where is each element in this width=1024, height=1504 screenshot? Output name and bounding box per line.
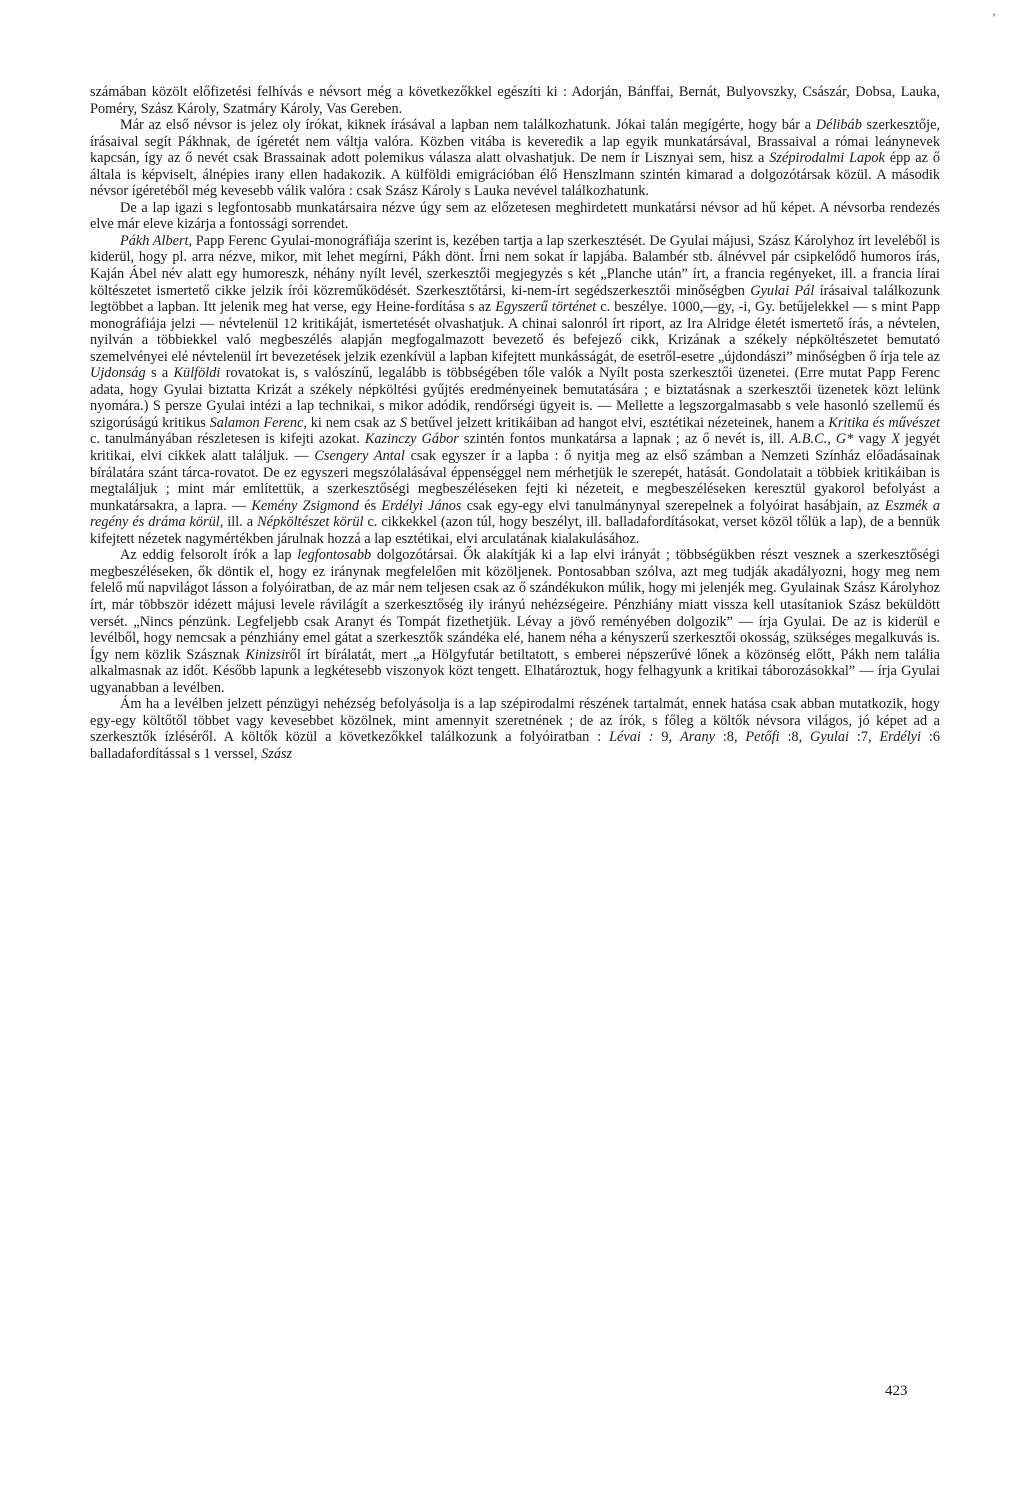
paragraph-5 bbox=[90, 547, 940, 696]
text-run: , bbox=[827, 431, 836, 448]
italic-text-run: Erdélyi János bbox=[381, 497, 462, 514]
italic-text-run: Külföldi bbox=[173, 365, 221, 382]
text-run: Az eddig felsorolt írók a lap bbox=[120, 547, 298, 564]
paragraph-1 bbox=[90, 84, 940, 117]
text-run: ről írt bírálatát, mert „a Hölgyfutár betiltatott, s emberei népszerűvé lőnek a közönség előtt, Pákh nem talália alkalmasnak az időt. Később lapunk a legkétesebb viszonyok közt tengett. Elhatároztuk, hogy felhagyunk a kritikai táborozásokkal” — írja Gyulai ugyanabban a levélben. bbox=[90, 646, 940, 696]
corner-mark: ’ bbox=[992, 10, 996, 24]
italic-text-run: Eszmék a regény és dráma körül bbox=[90, 497, 941, 531]
italic-text-run: Pákh Albert, bbox=[120, 232, 193, 249]
page-body bbox=[90, 84, 940, 762]
text-run: csak egyszer ír a lapba : ő nyitja meg az első számban a Nemzeti Színház előadásainak bírálatára szánt tárca-rovatot. De ez egyszeri megszólalásával éppenséggel nem mérhetjük le szerepét, hatását. Gondolatait a többiek kritikáiban is megtaláljuk ; mint már említettük, a szerkesztőségi megbeszéléseken fejti ki nézeteit, e megbeszéléseken keresztül gyakorol befolyást a munkatársakra, a lapra. — bbox=[90, 448, 940, 514]
italic-text-run: Szépirodalmi Lapok bbox=[769, 150, 885, 167]
text-run: betűvel jelzett kritikáiban ad hangot elvi, esztétikai nézeteinek, hanem a bbox=[406, 414, 829, 431]
paragraph-3 bbox=[90, 200, 940, 233]
text-run: , ill. a bbox=[219, 514, 258, 531]
italic-text-run: Petőfi bbox=[745, 729, 780, 746]
text-run: szerkesztője, írásaival segít Pákhnak, de ígéretét nem váltja valóra. Közben vitába is keveredik a lap egyik munkatársával, Brassaival a római leánynevek kapcsán, így az ő nevét csak Brassainak adott polemikus válasza alatt olvashatjuk. De nem ír Lisznyai sem, hisz a bbox=[90, 117, 940, 167]
italic-text-run: Csengery Antal bbox=[314, 448, 405, 465]
italic-text-run: Délibáb bbox=[815, 117, 862, 134]
text-run: :8, bbox=[714, 729, 746, 746]
italic-text-run: Egyszerű történet bbox=[495, 299, 597, 316]
italic-text-run: Szász bbox=[261, 745, 293, 762]
italic-text-run: Gyulai Pál bbox=[750, 282, 815, 299]
paragraph-6 bbox=[90, 696, 940, 762]
italic-text-run: Kritika és művészet bbox=[828, 414, 940, 431]
italic-text-run: Lévai : bbox=[609, 729, 654, 746]
italic-text-run: Gyulai bbox=[810, 729, 849, 746]
text-run: c. cikkekkel (azon túl, hogy beszélyt, ill. balladafordításokat, verset közöl tőlük a lap), de a bennük kifejtett nézetek nagymértékben járulnak hozzá a lap esztétikai, elvi arculatának kialakulásához. bbox=[90, 514, 940, 547]
italic-text-run: Kinizsi bbox=[245, 646, 286, 663]
italic-text-run: G* bbox=[835, 431, 854, 448]
text-run: :8, bbox=[779, 729, 811, 746]
text-run: Ám ha a levélben jelzett pénzügyi nehézség befolyásolja is a lap szépirodalmi részének tartalmát, ennek hatása csak abban mutatkozik, hogy egy-egy költőtől többet vagy kevesebbet közölnek, mint amennyit szeretnének ; de az írók, s főleg a költők névsora világos, jó képet ad a szerkesztők ízléséről. A költők közül a következőkkel találkozunk a folyóiratban : bbox=[90, 696, 940, 746]
text-run: , ki nem csak az bbox=[303, 414, 400, 431]
page-number: 423 bbox=[885, 1383, 908, 1399]
italic-text-run: Ujdonság bbox=[90, 365, 146, 382]
italic-text-run: Népköltészet körül bbox=[257, 514, 364, 531]
italic-text-run: legfontosabb bbox=[297, 547, 372, 564]
italic-text-run: Kemény Zsigmond bbox=[251, 497, 360, 514]
text-run: dolgozótársai. Ők alakítják ki a lap elvi irányát ; többségükben részt vesznek a szerkesztőségi megbeszéléseken, ők döntik el, hogy ez iránynak megfelelően mit közöljenek. Pontosabban szólva, azt meg tudják akadályozni, hogy meg nem felelő mű napvilágot lásson a folyóiratban, de az már nem teljesen csak az ő szándékukon múlik, hogy mi jelenjék meg. Gyulainak Szász Károlyhoz írt, már többször idézett májusi levele rávilágít a szerkesztőség ily irányú nehézségeire. Pénzhiány miatt vissza kell utasítaniok Szász beküldött versét. „Nincs pénzünk. Legfeljebb csak Aranyt és Tompát fizethetjük. Lévay a jövő reményében dolgozik” — írja Gyulai. De az is kiderül e levélből, hogy nemcsak a pénzhiány emel gátat a szerkesztők szándéka elé, hanem néha a kényszerű szerkesztői okosság, szükséges megalkuvás is. Így nem közlik Szásznak bbox=[90, 547, 940, 663]
text-run: írásaival találkozunk legtöbbet a lapban. Itt jelenik meg hat verse, egy Heine-fordítása s az bbox=[90, 282, 941, 316]
italic-text-run: Kazinczy Gábor bbox=[364, 431, 459, 448]
italic-text-run: S bbox=[399, 414, 407, 431]
text-run: c. tanulmányában részletesen is kifejti azokat. bbox=[90, 431, 365, 448]
italic-text-run: Arany bbox=[680, 729, 715, 746]
text-run: épp az ő általa is képviselt, álnépies irany ellen hadakozik. A külföldi emigrációban élő Henszlmann szintén kimarad a dolgozótársak közül. A második névsor ígéretéből még kevesebb válik valóra : csak Szász Károly s Lauka nevével találkozhatunk. bbox=[90, 150, 940, 200]
text-run: :6 balladafordítással s 1 verssel, bbox=[90, 729, 941, 762]
italic-text-run: X bbox=[891, 431, 900, 448]
italic-text-run: Salamon Ferenc bbox=[209, 414, 304, 431]
text-run: számában közölt előfizetési felhívás e névsort még a következőkkel egészíti ki : Adorján, Bánffai, Bernát, Bulyovszky, Császár, Dobsa, Lauka, Poméry, Szász Károly, Szatmáry Károly, Vas Gereben. bbox=[90, 84, 940, 117]
italic-text-run: A.B.C. bbox=[789, 431, 828, 448]
text-run: szintén fontos munkatársa a lapnak ; az ő nevét is, ill. bbox=[458, 431, 790, 448]
paragraph-4 bbox=[90, 233, 940, 547]
text-run: Már az első névsor is jelez oly írókat, kiknek írásával a lapban nem találkozhatunk. Jókai talán megígérte, hogy bár a bbox=[120, 117, 816, 134]
italic-text-run: Erdélyi bbox=[879, 729, 921, 746]
text-run: csak egy-egy elvi tanulmánynyal szerepelnek a folyóirat hasábjain, az bbox=[461, 497, 885, 514]
text-run: 9, bbox=[653, 729, 680, 746]
text-run: rovatokat is, s valószínű, legalább is többségében tőle valók a Nyílt posta szerkesztői üzenetei. (Erre mutat Papp Ferenc adata, hogy Gyulai biztatta Krizát a székely népköltési gyűjtés eredményeinek bemutatására ; e biztatásnak a szerkesztői üzenetek közt lelünk nyomára.) S persze Gyulai intézi a lap technikai, s mikor adódik, rendőrségi ügyeit is. — Mellette a legszorgalmasabb s vele hasonló szellemű és szigorúságú kritikus bbox=[90, 365, 941, 431]
text-run: :7, bbox=[848, 729, 880, 746]
text-run: jegyét kritikai, elvi cikkek alatt találjuk. — bbox=[90, 431, 940, 465]
text-run: vagy bbox=[853, 431, 892, 448]
paragraph-2 bbox=[90, 117, 940, 200]
text-run: Papp Ferenc Gyulai-monográfiája szerint is, kezében tartja a lap szerkesztését. De Gyulai májusi, Szász Károlyhoz írt leveléből is kiderül, hogy pl. arra nézve, mikor, mit lehet megírni, Pákh dönt. Írni nem sokat ír lapjába. Balambér stb. álnévvel pár csipkelődő humoros írás, Kaján Ábel név alatt egy humoreszk, néhány nyílt levél, szerkesztői megjegyzés s két „Planche után” írt, a francia regényeket, ill. a francia lírai költészetet ismertető cikke jelzik írói közreműködését. Szerkesztőtársi, ki-nem-írt segédszerkesztői minőségben bbox=[90, 232, 940, 299]
text-run: és bbox=[359, 497, 382, 514]
text-run: c. beszélye. 1000,—gy, -i, Gy. betűjelekkel — s mint Papp monográfiája jelzi — névtelenül 12 kritikáját, ismertetését olvashatjuk. A chinai salonról írt riport, az Ira Alridge életét ismertető írás, a névtelen, nyilván a többiekkel való megbeszélés alapján megfogalmazott bevezető és befejező cikk, Krizának a székely népköltészetet bemutató szemelvényei elé névtelenül írt bevezetések jelzik ezenkívül a lapban kifejtett munkásságát, de esetről-esetre „újdondászi” minőségben ő írja tele az bbox=[90, 299, 940, 365]
text-run: De a lap igazi s legfontosabb munkatársaira nézve úgy sem az előzetesen meghirdetett munkatársi névsor ad hű képet. A névsorba rendezés elve már eleve kizárja a fontossági sorrendet. bbox=[90, 199, 940, 233]
text-run: s a bbox=[145, 365, 174, 382]
